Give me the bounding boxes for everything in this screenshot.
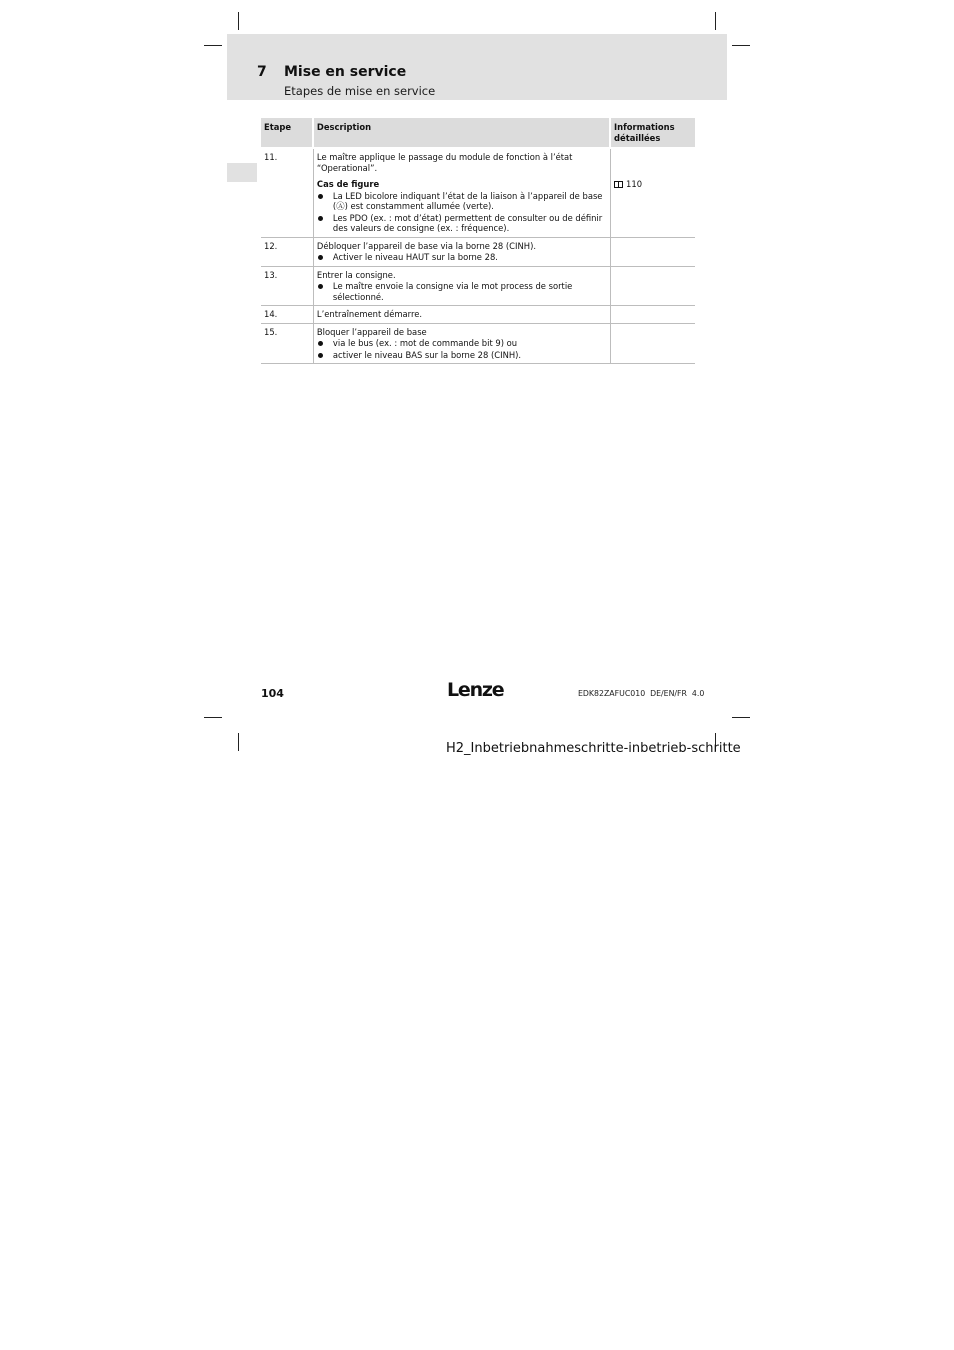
column-header-description: Description <box>314 118 611 149</box>
description-line: Bloquer l’appareil de base <box>316 326 427 337</box>
step-description <box>314 306 611 324</box>
step-description <box>314 238 611 267</box>
crop-mark <box>732 717 750 718</box>
column-header-info: Informations détaillées <box>611 118 695 149</box>
crop-mark <box>204 45 222 46</box>
crop-mark <box>204 717 222 718</box>
step-description <box>314 149 611 238</box>
document-code: EDK82ZAFUC010 DE/EN/FR 4.0 <box>578 689 705 698</box>
bullet-line: des valeurs de consigne (ex. : fréquence). <box>332 223 510 233</box>
step-info <box>611 324 695 365</box>
step-description <box>314 324 611 365</box>
description-line: L’entraînement démarre. <box>316 309 423 319</box>
crop-mark <box>238 12 239 30</box>
steps-table <box>261 118 695 364</box>
book-icon <box>614 181 623 188</box>
list-item <box>317 350 607 361</box>
step-number: 13. <box>261 267 314 307</box>
table-row <box>261 306 695 324</box>
bullet-icon <box>318 194 323 199</box>
page-number: 104 <box>261 687 284 700</box>
step-number: 12. <box>261 238 314 267</box>
bullet-line: Les PDO (ex. : mot d’état) permettent de consulter ou de définir <box>332 212 603 223</box>
page-reference <box>614 179 692 190</box>
crop-mark <box>732 45 750 46</box>
step-number: 11. <box>261 149 314 238</box>
lenze-logo: Lenze <box>447 679 504 701</box>
bullet-line: via le bus (ex. : mot de commande bit 9) ou <box>332 338 518 348</box>
section-title: Etapes de mise en service <box>284 84 436 98</box>
bullet-list <box>317 252 607 263</box>
table-header-row <box>261 118 695 149</box>
description-line: Le maître applique le passage du module de fonction à l’état <box>316 152 573 162</box>
bullet-list <box>317 191 607 234</box>
step-info <box>611 306 695 324</box>
bullet-line: (Ⓐ) est constamment allumée (verte). <box>332 201 494 211</box>
bullet-list <box>317 281 607 302</box>
source-filename: H2_Inbetriebnahmeschritte-inbetrieb-schritte <box>446 741 741 756</box>
description-subheading: Cas de figure <box>316 179 380 189</box>
bullet-line: La LED bicolore indiquant l’état de la liaison à l’appareil de base <box>332 190 603 201</box>
bullet-list <box>317 338 607 360</box>
chapter-number: 7 <box>257 64 267 80</box>
step-description <box>314 267 611 307</box>
description-line: “Operational”. <box>316 162 378 173</box>
list-item <box>317 281 607 302</box>
step-number: 15. <box>261 324 314 365</box>
list-item <box>317 191 607 212</box>
bullet-icon <box>318 353 323 358</box>
step-number: 14. <box>261 306 314 324</box>
chapter-title: Mise en service <box>284 64 407 80</box>
step-info <box>611 267 695 307</box>
bullet-line: sélectionné. <box>332 291 384 302</box>
crop-mark <box>715 12 716 30</box>
page-reference-number: 110 <box>626 179 643 189</box>
step-info <box>611 238 695 267</box>
step-info <box>611 149 695 238</box>
bullet-line: Activer le niveau HAUT sur la borne 28. <box>332 252 498 262</box>
bullet-icon <box>318 284 323 289</box>
table-row <box>261 324 695 365</box>
crop-mark <box>238 733 239 751</box>
table-row <box>261 238 695 267</box>
bullet-line: activer le niveau BAS sur la borne 28 (CINH). <box>332 349 522 360</box>
list-item <box>317 213 607 234</box>
side-tab <box>227 163 257 182</box>
bullet-icon <box>318 255 323 260</box>
list-item <box>317 338 607 349</box>
bullet-line: Le maître envoie la consigne via le mot process de sortie <box>332 281 573 291</box>
bullet-icon <box>318 341 323 346</box>
column-header-step: Etape <box>261 118 314 149</box>
bullet-icon <box>318 216 323 221</box>
list-item <box>317 252 607 263</box>
description-line: Débloquer l’appareil de base via la borne 28 (CINH). <box>316 240 536 251</box>
description-line: Entrer la consigne. <box>316 269 396 280</box>
table-row <box>261 149 695 238</box>
table-row <box>261 267 695 307</box>
